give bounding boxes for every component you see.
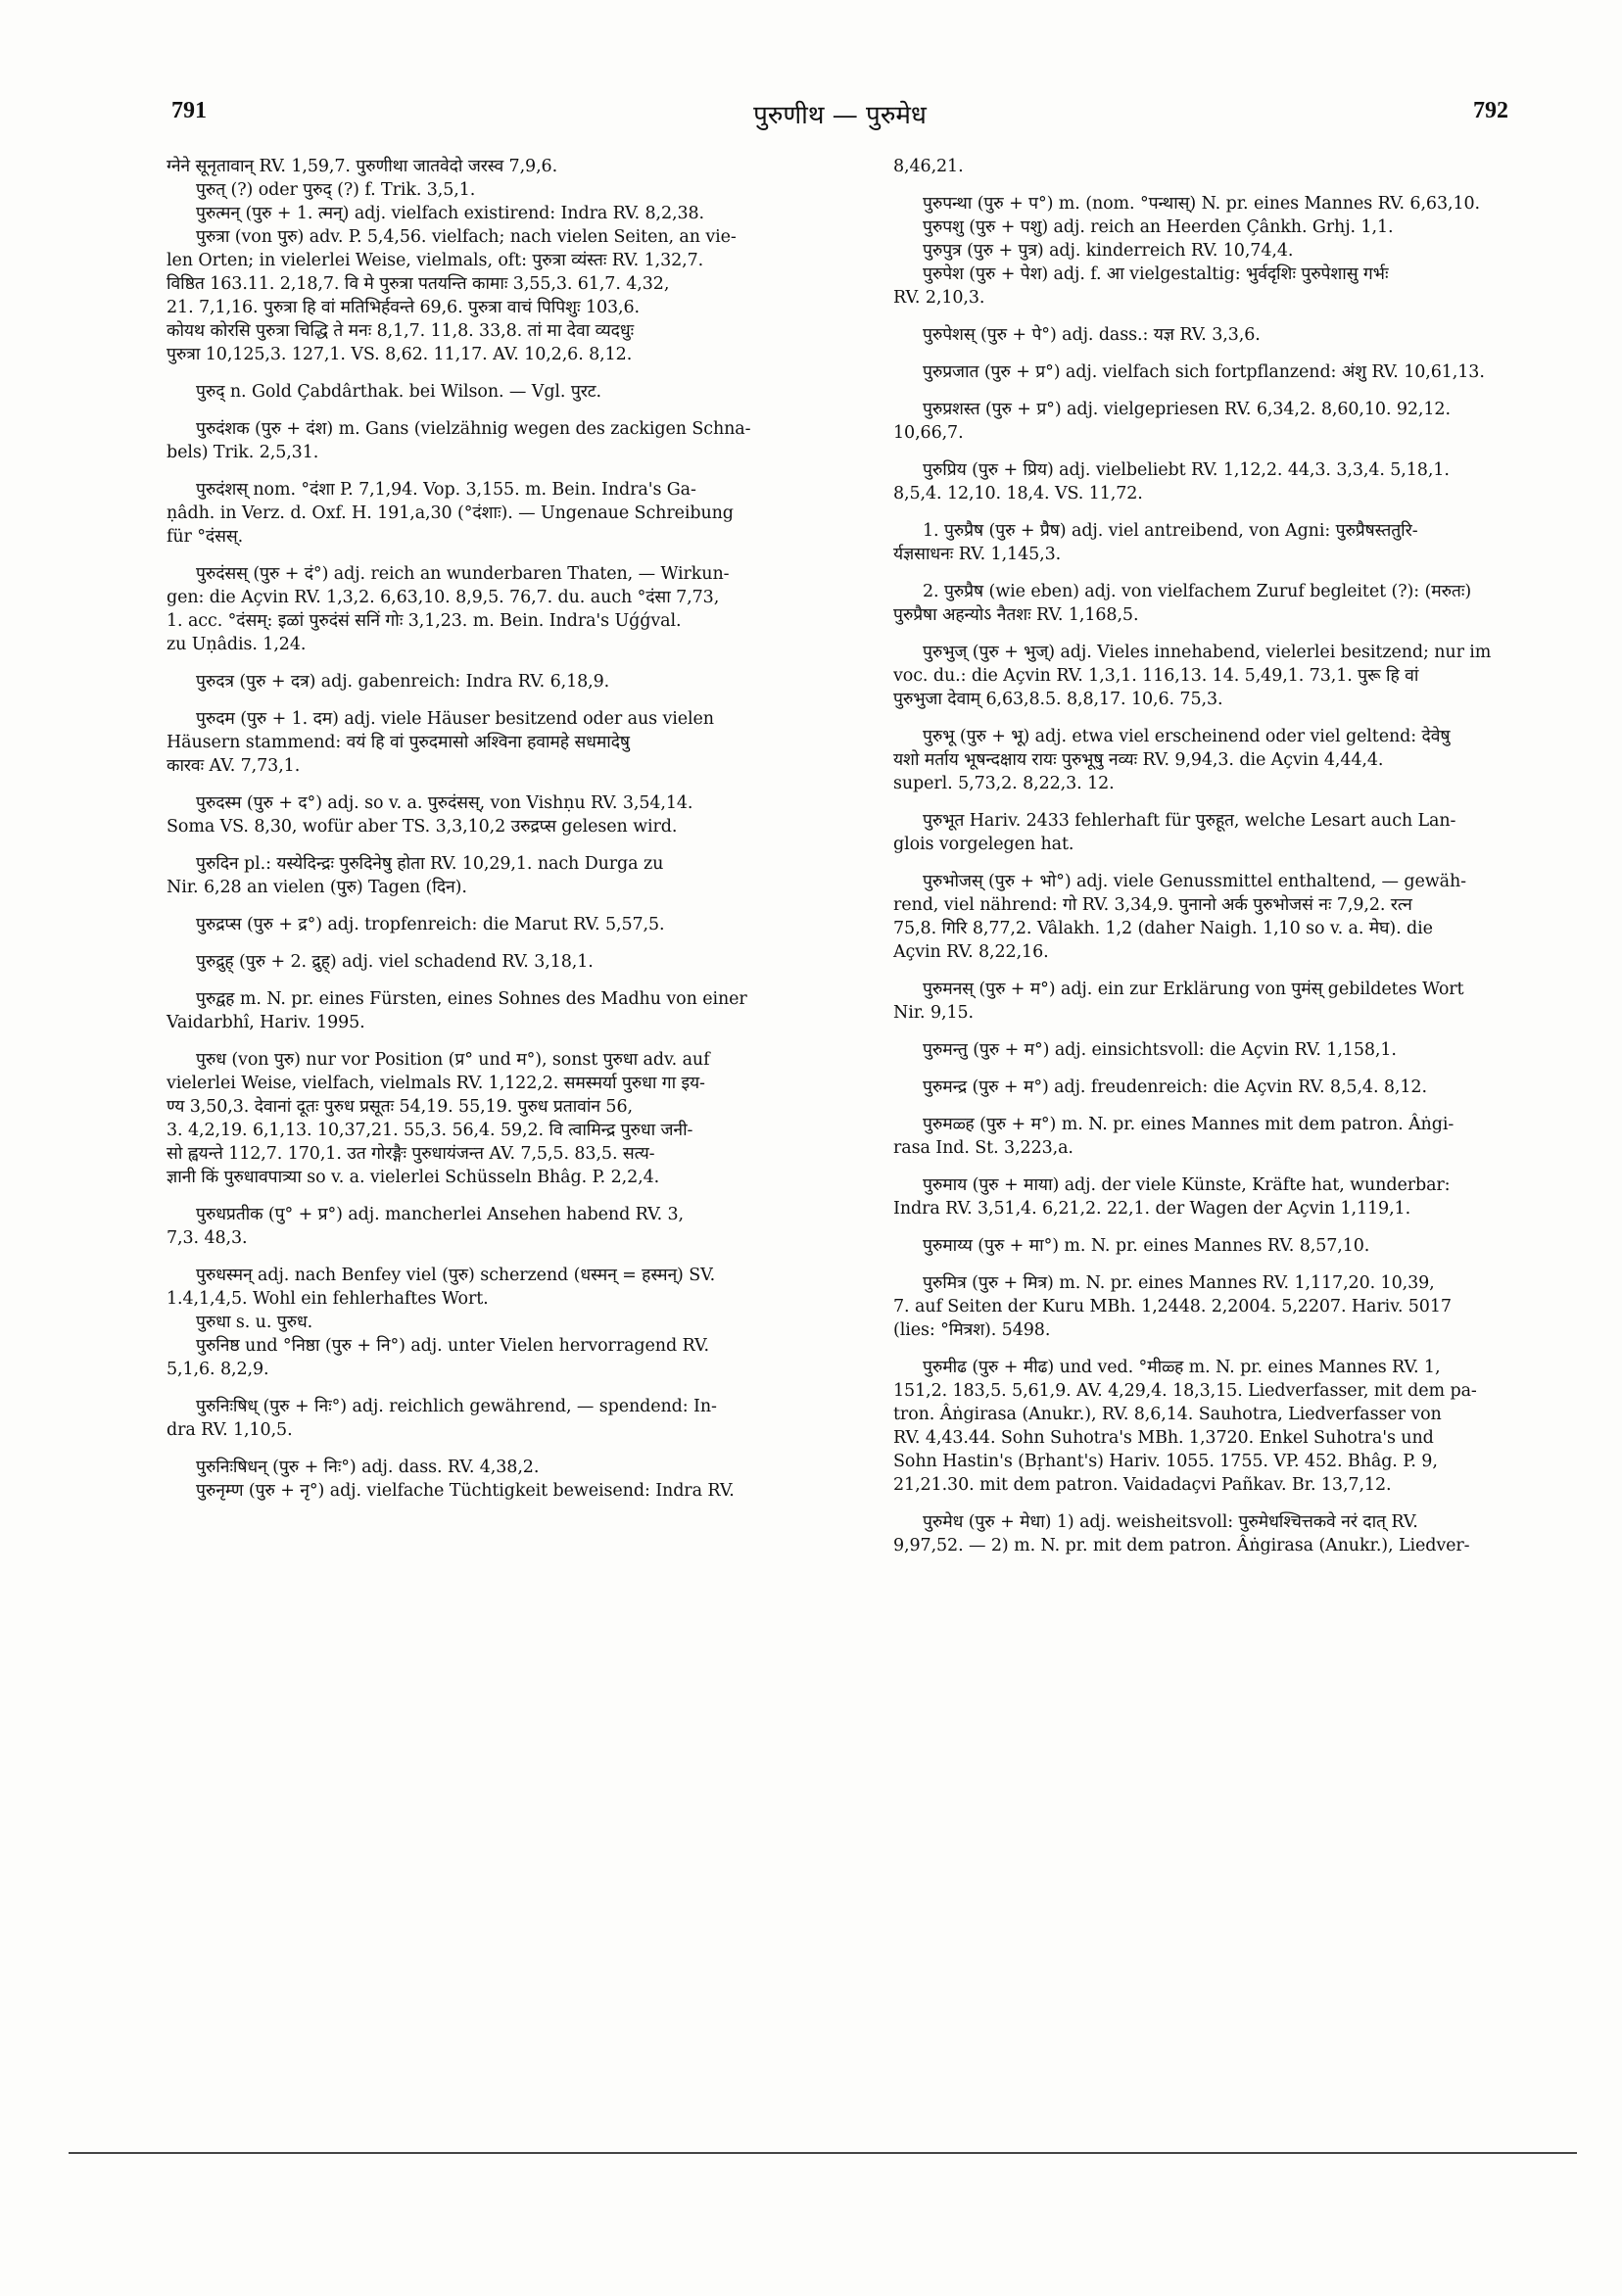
text-line: पुरुत्रा (von पुरु) adv. P. 5,4,56. vielfach; nach vielen Seiten, an vie- [196,227,737,247]
text-line: पुरुपन्था (पुरु + प°) m. (nom. °पन्थास्) N. pr. eines Mannes RV. 6,63,10. [923,194,1480,214]
text-line: पुरुपेशस् (पुरु + पे°) adj. dass.: यज्ञ RV. 3,3,6. [923,325,1261,345]
text-line: पुरुमित्र (पुरु + मित्र) m. N. pr. eines Mannes RV. 1,117,20. 10,39, [923,1273,1435,1293]
text-line: 21. 7,1,16. पुरुत्रा हि वां मतिभिर्हवन्ते 69,6. पुरुत्रा वाचं पिपिशुः 103,6. [167,298,641,317]
text-line: पुरुभुज् (पुरु + भुज्) adj. Vieles innehabend, vielerlei besitzend; nur im [923,643,1492,662]
text-line: Vaidarbhî, Hariv. 1995. [167,1013,365,1032]
text-line: पुरुमेध (पुरु + मेधा) 1) adj. weisheitsvoll: पुरुमेधश्चित्तकवे नरं दात् RV. [923,1512,1418,1532]
text-line: पुरुत्मन् (पुरु + 1. त्मन्) adj. vielfach existirend: Indra RV. 8,2,38. [196,204,705,223]
text-line: पुरुदंसस् (पुरु + दं°) adj. reich an wunderbaren Thaten, — Wirkun- [196,564,730,584]
footer-rule [69,2152,1577,2154]
text-line: पुरुद्रप्स (पुरु + द्र°) adj. tropfenreich: die Marut RV. 5,57,5. [196,915,665,934]
text-line: कोयथ कोरसि पुरुत्रा चिद्धि ते मनः 8,1,7. 11,8. 33,8. तां मा देवा व्यदधुः [167,321,635,341]
text-line: पुरुदंशस् nom. °दंशा P. 7,1,94. Vop. 3,155. m. Bein. Indra's Ga- [196,480,696,500]
text-line: पुरुदम (पुरु + 1. दम) adj. viele Häuser besitzend oder aus vielen [196,709,714,729]
text-line: Açvin RV. 8,22,16. [893,942,1049,962]
text-line: dra RV. 1,10,5. [167,1420,293,1440]
text-line: पुरुभूत Hariv. 2433 fehlerhaft für पुरुहूत, welche Lesart auch Lan- [923,811,1456,831]
text-line: 2. पुरुप्रैष (wie eben) adj. von vielfachem Zuruf begleitet (?): (मरुतः) [923,582,1472,601]
page-number-right: 792 [1473,98,1508,123]
text-line: पुरुमळ्ह (पुरु + म°) m. N. pr. eines Mannes mit dem patron. Âṅgi- [923,1115,1455,1134]
text-line: पुरुप्रैषा अहन्योऽ नैतशः RV. 1,168,5. [893,605,1139,625]
text-line: voc. du.: die Açvin RV. 1,3,1. 116,13. 14. 5,49,1. 73,1. पुरू हि वां [893,666,1419,686]
text-line: पुरुदत्र (पुरु + दत्र) adj. gabenreich: Indra RV. 6,18,9. [196,672,610,692]
text-line: ग्नेने सूनृतावान् RV. 1,59,7. पुरुणीथा जातवेदो जरस्व 7,9,6. [167,157,558,176]
text-line: Nir. 6,28 an vielen (पुरु) Tagen (दिन). [167,878,467,897]
text-line: पुरुधप्रतीक (पु° + प्र°) adj. mancherlei Ansehen habend RV. 3, [196,1205,684,1224]
text-line: rend, viel nährend: गो RV. 3,34,9. पुनानो अर्क पुरुभोजसं नः 7,9,2. रत्न [893,895,1412,915]
text-line: tron. Âṅgirasa (Anukr.), RV. 8,6,14. Sauhotra, Liedverfasser von [893,1405,1442,1424]
text-line: für °दंसस्. [167,527,244,547]
text-line: पुरुमन्द्र (पुरु + म°) adj. freudenreich: die Açvin RV. 8,5,4. 8,12. [923,1077,1427,1097]
text-line: ṇâdh. in Verz. d. Oxf. H. 191,a,30 (°दंशाः). — Ungenaue Schreibung [167,503,734,523]
text-line: पुरुमाय (पुरु + माया) adj. der viele Künste, Kräfte hat, wunderbar: [923,1175,1451,1195]
text-line: Nir. 9,15. [893,1003,975,1023]
text-line: vielerlei Weise, vielfach, vielmals RV. 1,122,2. समस्मर्या पुरुधा गा इय- [167,1074,705,1093]
text-line: पुरुपेश (पुरु + पेश) adj. f. आ vielgestaltig: भुर्वदृशिः पुरुपेशासु गर्भः [923,264,1389,284]
text-line: Indra RV. 3,51,4. 6,21,2. 22,1. der Wagen der Açvin 1,119,1. [893,1199,1411,1219]
text-line: 7. auf Seiten der Kuru MBh. 1,2448. 2,2004. 5,2207. Hariv. 5017 [893,1297,1452,1316]
text-line: 151,2. 183,5. 5,61,9. AV. 4,29,4. 18,3,15. Liedverfasser, mit dem pa- [893,1381,1477,1401]
text-line: पुरुनिष्ठ und °निष्ठा (पुरु + नि°) adj. unter Vielen hervorragend RV. [196,1336,709,1356]
right-column [893,155,1569,1557]
text-line: पुरुद् n. Gold Çabdârthak. bei Wilson. — Vgl. पुरट. [196,382,601,402]
text-line: पुरुप्रिय (पुरु + प्रिय) adj. vielbeliebt RV. 1,12,2. 44,3. 3,3,4. 5,18,1. [923,460,1450,480]
text-line: पुरुनिःषिधन् (पुरु + निः°) adj. dass. RV. 4,38,2. [196,1458,540,1477]
text-line: 5,1,6. 8,2,9. [167,1360,269,1379]
text-line: पुरुद्वह m. N. pr. eines Fürsten, eines Sohnes des Madhu von einer [196,989,747,1009]
text-line: पुरुमन्तु (पुरु + म°) adj. einsichtsvoll: die Açvin RV. 1,158,1. [923,1040,1397,1060]
page-header [171,98,1508,137]
text-line: विष्ठित 163.11. 2,18,7. वि मे पुरुत्रा पतयन्ति कामाः 3,55,3. 61,7. 4,32, [167,274,670,294]
text-line: पुरुधा s. u. पुरुध. [196,1313,313,1332]
text-line: पुरुनिःषिध् (पुरु + निः°) adj. reichlich gewährend, — spendend: In- [196,1397,717,1416]
text-line: पुरुदिन pl.: यस्येदिन्द्रः पुरुदिनेषु होता RV. 10,29,1. nach Durga zu [196,854,664,874]
text-line: सो ह्वयन्ते 112,7. 170,1. उत गोरङ्गैः पुरुधायंजन्त AV. 7,5,5. 83,5. सत्य- [167,1144,655,1164]
text-line: Soma VS. 8,30, wofür aber TS. 3,3,10,2 उरुद्रप्स gelesen wird. [167,817,678,837]
text-line: 8,5,4. 12,10. 18,4. VS. 11,72. [893,484,1143,503]
text-line: यशो मर्ताय भूषन्दक्षाय रायः पुरुभूषु नव्यः RV. 9,94,3. die Açvin 4,44,4. [893,750,1384,770]
text-line: पुरुत् (?) oder पुरुद् (?) f. Trik. 3,5,1. [196,180,476,200]
text-line: पुरुमनस् (पुरु + म°) adj. ein zur Erklärung von पुमंस् gebildetes Wort [923,980,1464,999]
text-line: ज्ञानी किं पुरुधावपात्र्या so v. a. vielerlei Schüsseln Bhâg. P. 2,2,4. [167,1168,660,1187]
text-line: पुरुमीढ (पुरु + मीढ) und ved. °मीळ्ह m. N. pr. eines Mannes RV. 1, [923,1358,1441,1377]
text-line: पुरुभू (पुरु + भू) adj. etwa viel erscheinend oder viel geltend: देवेषु [923,727,1451,746]
text-line: पुरुपशु (पुरु + पशु) adj. reich an Heerden Çânkh. Grhj. 1,1. [923,217,1394,237]
text-line: 1.4,1,4,5. Wohl ein fehlerhaftes Wort. [167,1289,489,1309]
text-line: र्यज्ञसाधनः RV. 1,145,3. [893,545,1062,564]
text-line: पुरुभोजस् (पुरु + भो°) adj. viele Genussmittel enthaltend, — gewäh- [923,872,1466,891]
text-line: glois vorgelegen hat. [893,835,1074,854]
text-line: पुरुत्रा 10,125,3. 127,1. VS. 8,62. 11,17. AV. 10,2,6. 8,12. [167,345,633,364]
text-line: RV. 2,10,3. [893,288,985,308]
text-line: 75,8. गिरि 8,77,2. Vâlakh. 1,2 (daher Naigh. 1,10 so v. a. मेघ). die [893,919,1433,938]
text-line: पुरुदस्म (पुरु + द°) adj. so v. a. पुरुदंसस्, von Vishṇu RV. 3,54,14. [196,793,693,813]
text-line: gen: die Açvin RV. 1,3,2. 6,63,10. 8,9,5. 76,7. du. auch °दंसा 7,73, [167,588,720,607]
text-line: ण्य 3,50,3. देवानां दूतः पुरुध प्रसूतः 54,19. 55,19. पुरुध प्रतावांन 56, [167,1097,633,1117]
text-line: superl. 5,73,2. 8,22,3. 12. [893,774,1115,793]
text-line: Häusern stammend: वयं हि वां पुरुदमासो अश्विना हवामहे सधमादेषु [167,733,630,752]
text-line: len Orten; in vielerlei Weise, vielmals, oft: पुरुत्रा व्यंस्तः RV. 1,32,7. [167,251,704,270]
text-line: पुरुदंशक (पुरु + दंश) m. Gans (vielzähnig wegen des zackigen Schna- [196,419,751,439]
text-line: 8,46,21. [893,157,964,176]
text-line: पुरुप्रशस्त (पुरु + प्र°) adj. vielgepriesen RV. 6,34,2. 8,60,10. 92,12. [923,400,1451,419]
text-line: पुरुद्रुह् (पुरु + 2. द्रुह्) adj. viel schadend RV. 3,18,1. [196,952,594,972]
text-line: पुरुध (von पुरु) nur vor Position (प्र° und म°), sonst पुरुधा adv. auf [196,1050,710,1070]
text-line: Sohn Hastin's (Bṛhant's) Hariv. 1055. 1755. VP. 452. Bhâg. P. 9, [893,1452,1438,1471]
text-line: 9,97,52. — 2) m. N. pr. mit dem patron. Âṅgirasa (Anukr.), Liedver- [893,1536,1470,1555]
text-line: 3. 4,2,19. 6,1,13. 10,37,21. 55,3. 56,4. 59,2. वि त्वामिन्द्र पुरुधा जनी- [167,1121,693,1140]
text-line: पुरुपुत्र (पुरु + पुत्र) adj. kinderreich RV. 10,74,4. [923,241,1294,261]
text-line: (lies: °मित्रश). 5498. [893,1320,1051,1340]
text-line: पुरुमाय्य (पुरु + मा°) m. N. pr. eines Mannes RV. 8,57,10. [923,1236,1370,1256]
text-line: bels) Trik. 2,5,31. [167,443,319,462]
text-line: पुरुधस्मन् adj. nach Benfey viel (पुरु) scherzend (धस्मन् = हस्मन्) SV. [196,1266,716,1285]
text-line: 10,66,7. [893,423,964,443]
text-line: 7,3. 48,3. [167,1228,248,1248]
text-line: पुरुनृम्ण (पुरु + नृ°) adj. vielfache Tüchtigkeit beweisend: Indra RV. [196,1481,735,1501]
text-line: zu Uṇâdis. 1,24. [167,635,307,654]
text-line: पुरुभुजा देवाम् 6,63,8.5. 8,8,17. 10,6. 75,3. [893,690,1223,709]
text-line: पुरुप्रजात (पुरु + प्र°) adj. vielfach sich fortpflanzend: अंशु RV. 10,61,13. [923,362,1485,382]
text-line: कारवः AV. 7,73,1. [167,756,301,776]
page-number-left: 791 [171,98,207,123]
left-column [167,155,847,1503]
text-line: 21,21.30. mit dem patron. Vaidadaçvi Pañkav. Br. 13,7,12. [893,1475,1392,1495]
text-line: rasa Ind. St. 3,223,a. [893,1138,1073,1158]
running-title: पुरुणीथ — पुरुमेध [753,101,927,130]
text-line: 1. acc. °दंसम्: इळां पुरुदंसं सनिं गोः 3,1,23. m. Bein. Indra's Uǵǵval. [167,611,682,631]
text-line: RV. 4,43.44. Sohn Suhotra's MBh. 1,3720. Enkel Suhotra's und [893,1428,1434,1448]
text-line: 1. पुरुप्रैष (पुरु + प्रैष) adj. viel antreibend, von Agni: पुरुप्रैषस्ततुरि- [923,521,1418,541]
